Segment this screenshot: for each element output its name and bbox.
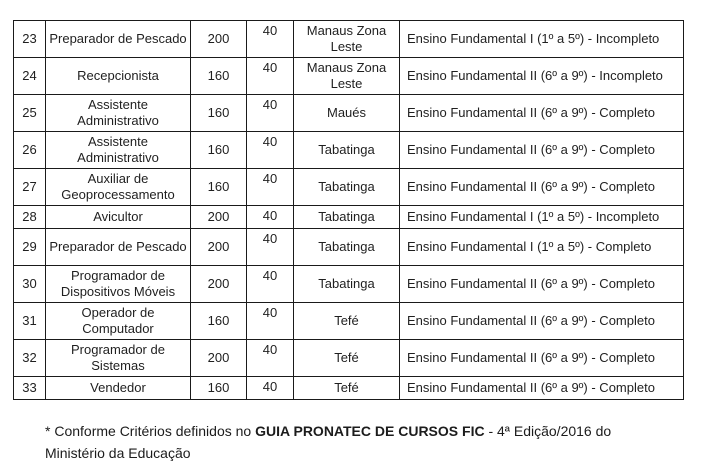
- cell-row-number: 32: [14, 340, 46, 377]
- cell-hours: 200: [191, 21, 247, 58]
- cell-course: Vendedor: [46, 377, 191, 400]
- cell-course: Avicultor: [46, 206, 191, 229]
- cell-hours: 200: [191, 340, 247, 377]
- cell-course: Preparador de Pescado: [46, 229, 191, 266]
- cell-vacancies: 40: [247, 229, 294, 266]
- table-row: [14, 21, 684, 58]
- cell-vacancies: 40: [247, 303, 294, 340]
- course-table: [13, 20, 684, 400]
- footnote-bold-title: GUIA PRONATEC DE CURSOS FIC: [255, 423, 485, 439]
- cell-vacancies: 40: [247, 132, 294, 169]
- table-row: [14, 169, 684, 206]
- cell-hours: 160: [191, 58, 247, 95]
- table-row: [14, 229, 684, 266]
- cell-vacancies: 40: [247, 377, 294, 400]
- cell-location: Manaus Zona Leste: [294, 21, 400, 58]
- cell-hours: 160: [191, 169, 247, 206]
- cell-education: Ensino Fundamental II (6º a 9º) - Completo: [400, 95, 684, 132]
- cell-education: Ensino Fundamental II (6º a 9º) - Incompleto: [400, 58, 684, 95]
- cell-row-number: 23: [14, 21, 46, 58]
- cell-education: Ensino Fundamental II (6º a 9º) - Completo: [400, 266, 684, 303]
- cell-education: Ensino Fundamental I (1º a 5º) - Incompleto: [400, 21, 684, 58]
- cell-course: Preparador de Pescado: [46, 21, 191, 58]
- cell-hours: 160: [191, 303, 247, 340]
- cell-education: Ensino Fundamental II (6º a 9º) - Completo: [400, 303, 684, 340]
- cell-education: Ensino Fundamental I (1º a 5º) - Completo: [400, 229, 684, 266]
- cell-hours: 200: [191, 266, 247, 303]
- cell-course: Assistente Administrativo: [46, 95, 191, 132]
- table-row: [14, 58, 684, 95]
- cell-row-number: 30: [14, 266, 46, 303]
- cell-location: Tabatinga: [294, 266, 400, 303]
- cell-education: Ensino Fundamental II (6º a 9º) - Completo: [400, 377, 684, 400]
- cell-hours: 200: [191, 229, 247, 266]
- cell-course: Operador de Computador: [46, 303, 191, 340]
- cell-education: Ensino Fundamental I (1º a 5º) - Incompleto: [400, 206, 684, 229]
- cell-hours: 160: [191, 377, 247, 400]
- cell-course: Programador de Sistemas: [46, 340, 191, 377]
- cell-vacancies: 40: [247, 58, 294, 95]
- cell-course: Recepcionista: [46, 58, 191, 95]
- cell-row-number: 26: [14, 132, 46, 169]
- cell-hours: 200: [191, 206, 247, 229]
- cell-location: Tefé: [294, 340, 400, 377]
- cell-hours: 160: [191, 95, 247, 132]
- cell-vacancies: 40: [247, 340, 294, 377]
- cell-education: Ensino Fundamental II (6º a 9º) - Completo: [400, 132, 684, 169]
- cell-location: Tefé: [294, 303, 400, 340]
- table-row: [14, 132, 684, 169]
- cell-row-number: 28: [14, 206, 46, 229]
- cell-row-number: 27: [14, 169, 46, 206]
- table-row: [14, 95, 684, 132]
- table-row: [14, 303, 684, 340]
- cell-education: Ensino Fundamental II (6º a 9º) - Completo: [400, 169, 684, 206]
- cell-vacancies: 40: [247, 21, 294, 58]
- cell-location: Tabatinga: [294, 132, 400, 169]
- table-row: [14, 340, 684, 377]
- cell-vacancies: 40: [247, 206, 294, 229]
- cell-hours: 160: [191, 132, 247, 169]
- cell-location: Manaus Zona Leste: [294, 58, 400, 95]
- cell-education: Ensino Fundamental II (6º a 9º) - Completo: [400, 340, 684, 377]
- cell-row-number: 25: [14, 95, 46, 132]
- cell-vacancies: 40: [247, 266, 294, 303]
- cell-location: Maués: [294, 95, 400, 132]
- cell-location: Tabatinga: [294, 169, 400, 206]
- cell-vacancies: 40: [247, 95, 294, 132]
- cell-location: Tabatinga: [294, 206, 400, 229]
- table-row: [14, 266, 684, 303]
- cell-course: Programador de Dispositivos Móveis: [46, 266, 191, 303]
- cell-location: Tabatinga: [294, 229, 400, 266]
- cell-row-number: 31: [14, 303, 46, 340]
- footnote: [45, 420, 651, 464]
- cell-location: Tefé: [294, 377, 400, 400]
- table-row: [14, 377, 684, 400]
- footnote-suffix: - 4ª Edição/2016 do Ministério da Educação: [45, 423, 612, 461]
- cell-row-number: 33: [14, 377, 46, 400]
- cell-row-number: 24: [14, 58, 46, 95]
- footnote-prefix: * Conforme Critérios definidos no: [45, 423, 256, 439]
- cell-course: Auxiliar de Geoprocessamento: [46, 169, 191, 206]
- cell-course: Assistente Administrativo: [46, 132, 191, 169]
- cell-vacancies: 40: [247, 169, 294, 206]
- table-row: [14, 206, 684, 229]
- cell-row-number: 29: [14, 229, 46, 266]
